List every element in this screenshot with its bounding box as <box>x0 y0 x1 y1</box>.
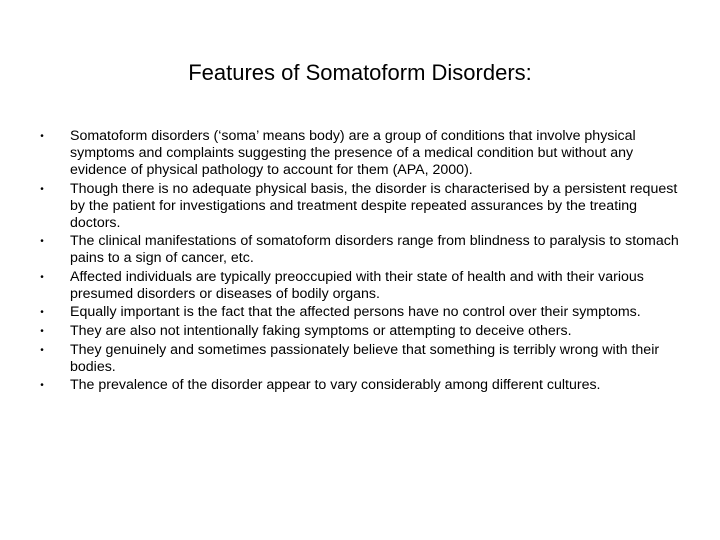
list-item <box>36 377 686 394</box>
bullet-icon: • <box>40 131 44 142</box>
bullet-text: They genuinely and sometimes passionately believe that something is terribly wrong with their bodies. <box>70 341 660 375</box>
list-item <box>36 269 686 303</box>
bullet-icon: • <box>40 325 44 337</box>
list-item <box>36 342 686 376</box>
bullet-text: Though there is no adequate physical basis, the disorder is characterised by a persistent request by the patient for investigations and treatment despite repeated assurances by the treating doctors. <box>70 180 678 231</box>
slide-title: Features of Somatoform Disorders: <box>188 60 532 85</box>
bullet-list <box>36 128 686 396</box>
bullet-icon: • <box>40 344 44 356</box>
bullet-icon: • <box>40 236 44 248</box>
list-item <box>36 181 686 232</box>
bullet-text: The clinical manifestations of somatoform disorders range from blindness to paralysis to stomach pains to a sign of cancer, etc. <box>70 233 679 267</box>
list-item <box>36 128 686 179</box>
bullet-text: The prevalence of the disorder appear to vary considerably among different cultures. <box>70 377 601 394</box>
bullet-icon: • <box>40 380 44 392</box>
bullet-text: Affected individuals are typically preoccupied with their state of health and with their various presumed disorders or diseases of bodily organs. <box>70 268 644 302</box>
list-item <box>36 233 686 267</box>
list-item <box>36 304 686 321</box>
bullet-icon: • <box>40 307 44 319</box>
bullet-icon: • <box>40 183 44 195</box>
bullet-text: They are also not intentionally faking symptoms or attempting to deceive others. <box>70 322 572 339</box>
list-item <box>36 323 686 340</box>
bullet-text: Somatoform disorders (‘soma’ means body) are a group of conditions that involve physical symptoms and complaints suggesting the presence of a medical condition but without any evidence of physical pathology to account for them (APA, 2000). <box>70 128 636 178</box>
bullet-icon: • <box>40 271 44 283</box>
bullet-text: Equally important is the fact that the affected persons have no control over their symptoms. <box>70 304 641 321</box>
